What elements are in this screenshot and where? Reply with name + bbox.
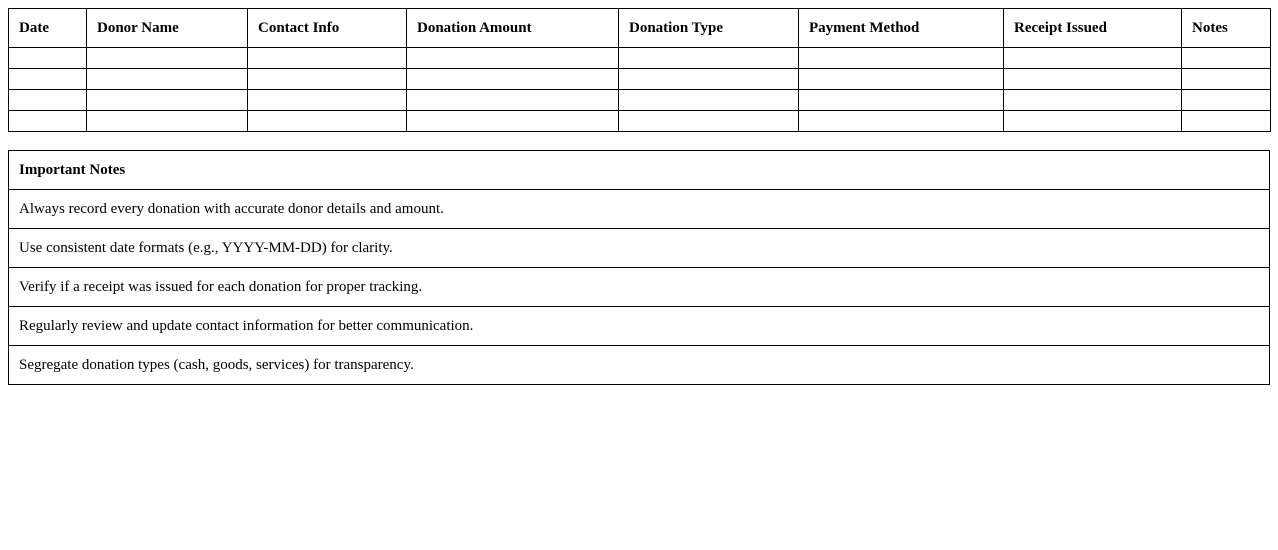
note-item: Use consistent date formats (e.g., YYYY-MM-DD) for clarity.	[9, 229, 1270, 268]
table-cell[interactable]	[1004, 48, 1182, 69]
table-cell[interactable]	[9, 90, 87, 111]
table-cell[interactable]	[248, 69, 407, 90]
table-cell[interactable]	[407, 69, 619, 90]
table-cell[interactable]	[248, 48, 407, 69]
note-row	[9, 229, 1270, 268]
column-header-receipt-issued: Receipt Issued	[1004, 9, 1182, 48]
note-row	[9, 190, 1270, 229]
table-row	[9, 90, 1271, 111]
table-cell[interactable]	[619, 111, 799, 132]
table-cell[interactable]	[87, 90, 248, 111]
column-header-payment-method: Payment Method	[799, 9, 1004, 48]
table-cell[interactable]	[248, 90, 407, 111]
notes-body	[9, 190, 1270, 385]
table-cell[interactable]	[799, 111, 1004, 132]
notes-heading: Important Notes	[9, 151, 1270, 190]
note-row	[9, 346, 1270, 385]
table-cell[interactable]	[619, 48, 799, 69]
table-cell[interactable]	[1004, 69, 1182, 90]
column-header-donor-name: Donor Name	[87, 9, 248, 48]
important-notes-table	[8, 150, 1270, 385]
table-cell[interactable]	[799, 69, 1004, 90]
column-header-contact-info: Contact Info	[248, 9, 407, 48]
note-item: Always record every donation with accurate donor details and amount.	[9, 190, 1270, 229]
table-cell[interactable]	[407, 48, 619, 69]
table-cell[interactable]	[1004, 111, 1182, 132]
table-cell[interactable]	[87, 48, 248, 69]
table-body	[9, 48, 1271, 132]
table-cell[interactable]	[9, 111, 87, 132]
table-cell[interactable]	[87, 111, 248, 132]
column-header-donation-amount: Donation Amount	[407, 9, 619, 48]
donation-log-table	[8, 8, 1271, 132]
table-row	[9, 111, 1271, 132]
table-row	[9, 48, 1271, 69]
table-cell[interactable]	[407, 111, 619, 132]
table-cell[interactable]	[1182, 111, 1271, 132]
table-cell[interactable]	[1182, 48, 1271, 69]
table-cell[interactable]	[619, 90, 799, 111]
column-header-date: Date	[9, 9, 87, 48]
table-cell[interactable]	[619, 69, 799, 90]
table-cell[interactable]	[1182, 90, 1271, 111]
table-cell[interactable]	[407, 90, 619, 111]
table-cell[interactable]	[1182, 69, 1271, 90]
note-item: Verify if a receipt was issued for each donation for proper tracking.	[9, 268, 1270, 307]
notes-header-row	[9, 151, 1270, 190]
note-item: Segregate donation types (cash, goods, services) for transparency.	[9, 346, 1270, 385]
column-header-notes: Notes	[1182, 9, 1271, 48]
table-cell[interactable]	[9, 69, 87, 90]
note-item: Regularly review and update contact information for better communication.	[9, 307, 1270, 346]
table-cell[interactable]	[1004, 90, 1182, 111]
notes-header	[9, 151, 1270, 190]
column-header-donation-type: Donation Type	[619, 9, 799, 48]
note-row	[9, 307, 1270, 346]
table-cell[interactable]	[799, 48, 1004, 69]
header-row	[9, 9, 1271, 48]
table-row	[9, 69, 1271, 90]
table-cell[interactable]	[9, 48, 87, 69]
table-cell[interactable]	[248, 111, 407, 132]
table-cell[interactable]	[799, 90, 1004, 111]
table-cell[interactable]	[87, 69, 248, 90]
table-header	[9, 9, 1271, 48]
note-row	[9, 268, 1270, 307]
